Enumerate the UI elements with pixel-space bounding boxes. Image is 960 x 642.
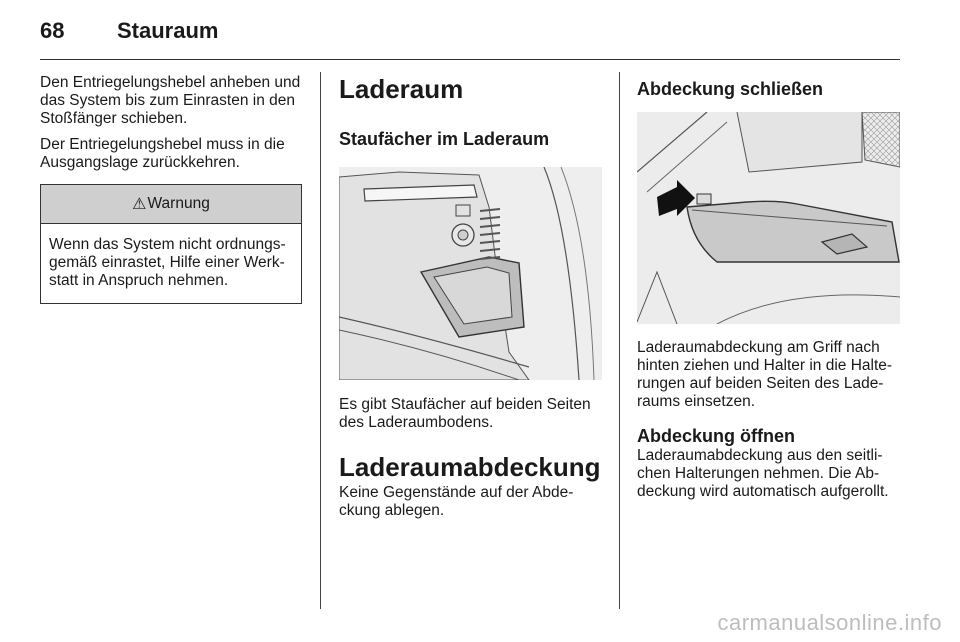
column-3 bbox=[637, 74, 903, 509]
column-divider-2 bbox=[619, 72, 620, 609]
warning-label: Warnung bbox=[147, 195, 210, 212]
page-header bbox=[40, 18, 900, 58]
illustration-cover-closing bbox=[637, 112, 900, 324]
col3-paragraph-2: Laderaumabdeckung aus den seitli-chen Halterungen nehmen. Die Ab-deckung wird automatisch aufgerollt. bbox=[637, 447, 889, 500]
subheading-staufaecher: Staufächer im Laderaum bbox=[339, 129, 550, 149]
col1-paragraph-1: Den Entriegelungshebel anheben und das System bis zum Einrasten in den Stoßfänger schieben. bbox=[40, 74, 301, 127]
illustration-storage-compartment bbox=[339, 167, 602, 380]
subheading-abdeckung-schliessen: Abdeckung schließen bbox=[637, 79, 824, 99]
storage-compartment-drawing bbox=[339, 167, 602, 380]
col3-paragraph-1: Laderaumabdeckung am Griff nach hinten ziehen und Halter in die Halte-rungen auf beiden Seiten des Lade-raums einsetzen. bbox=[637, 339, 893, 410]
column-2 bbox=[339, 74, 605, 528]
col1-paragraph-2: Der Entriegelungshebel muss in die Ausgangslage zurückkehren. bbox=[40, 136, 285, 171]
page-title: Stauraum bbox=[117, 18, 219, 43]
subheading-abdeckung-oeffnen: Abdeckung öffnen bbox=[637, 426, 795, 446]
warning-box bbox=[40, 184, 302, 304]
header-divider bbox=[40, 59, 900, 60]
col2-paragraph-1: Es gibt Staufächer auf beiden Seiten des Laderaumbodens. bbox=[339, 396, 591, 431]
col2-paragraph-2: Keine Gegenstände auf der Abde-ckung ablegen. bbox=[339, 484, 574, 519]
column-1 bbox=[40, 74, 306, 304]
page-number: 68 bbox=[40, 18, 65, 43]
section-heading-laderaumabdeckung: Laderaumabdeckung bbox=[339, 452, 601, 482]
column-divider-1 bbox=[320, 72, 321, 609]
cover-closing-drawing bbox=[637, 112, 900, 324]
warning-header bbox=[41, 185, 301, 224]
section-heading-laderaum: Laderaum bbox=[339, 74, 464, 104]
watermark: carmanualsonline.info bbox=[717, 610, 942, 635]
warning-triangle-icon: ⚠ bbox=[132, 196, 147, 213]
warning-text: Wenn das System nicht ordnungs-gemäß einrastet, Hilfe einer Werk-statt in Anspruch nehmen. bbox=[49, 236, 286, 289]
